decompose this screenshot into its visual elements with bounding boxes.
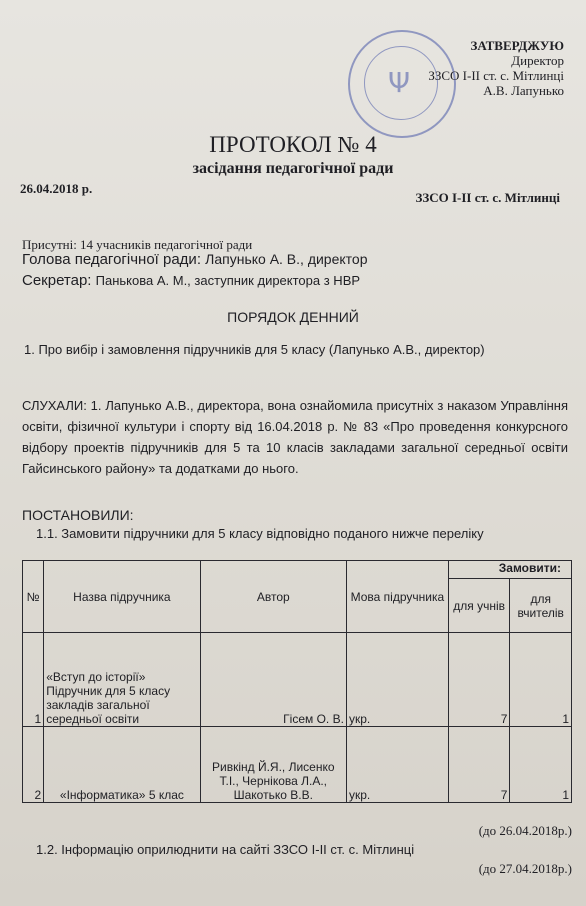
header-name: Назва підручника [44, 561, 200, 633]
header-order: Замовити: [448, 561, 571, 579]
protocol-title: ПРОТОКОЛ № 4 [209, 132, 377, 157]
approval-signatory: А.В. Лапунько [483, 83, 564, 98]
chair-line [22, 251, 368, 268]
row-title: «Інформатика» 5 клас [44, 727, 200, 803]
row-teachers: 1 [510, 633, 572, 727]
header-students: для учнів [448, 579, 510, 633]
agenda-title: ПОРЯДОК ДЕННИЙ [227, 309, 359, 325]
row-teachers: 1 [510, 727, 572, 803]
secretary-line [22, 272, 360, 289]
approval-school: ЗЗСО І-ІІ ст. с. Мітлинці [428, 68, 564, 83]
deadline-2: (до 27.04.2018р.) [478, 861, 572, 876]
textbook-table [22, 560, 572, 803]
header-author: Автор [200, 561, 346, 633]
resolution-1-2: 1.2. Інформацію оприлюднити на сайті ЗЗСО І-ІІ ст. с. Мітлинці [36, 842, 415, 857]
approval-heading: ЗАТВЕРДЖУЮ [470, 38, 564, 53]
header-language: Мова підручника [346, 561, 448, 633]
header-teachers: для вчителів [510, 579, 572, 633]
resolved-title: ПОСТАНОВИЛИ: [22, 507, 134, 523]
deadline-1: (до 26.04.2018р.) [478, 823, 572, 838]
table-row [23, 727, 572, 803]
row-num: 1 [23, 633, 44, 727]
table-row [23, 633, 572, 727]
attendees: Присутні: 14 учасників педагогічної ради [22, 237, 253, 252]
resolution-1-1: 1.1. Замовити підручники для 5 класу відповідно поданого нижче переліку [36, 526, 484, 541]
row-author: Гісем О. В. [200, 633, 346, 727]
agenda-item: 1. Про вибір і замовлення підручників для 5 класу (Лапунько А.В., директор) [24, 342, 485, 357]
protocol-subtitle: засідання педагогічної ради [192, 160, 394, 177]
row-num: 2 [23, 727, 44, 803]
school-name: ЗЗСО І-ІІ ст. с. Мітлинці [415, 190, 560, 205]
approval-block [428, 38, 564, 98]
chair-value: Лапунько А. В., директор [205, 251, 368, 267]
meeting-date: 26.04.2018 р. [20, 181, 93, 196]
approval-position: Директор [511, 53, 564, 68]
row-students: 7 [448, 727, 510, 803]
row-author: Ривкінд Й.Я., Лисенко Т.І., Чернікова Л.А., Шакотько В.В. [200, 727, 346, 803]
heard-paragraph: СЛУХАЛИ: 1. Лапунько А.В., директора, вона ознайомила присутніх з наказом Управління освіти, фізичної культури і спорту від 16.04.2018 р. № 83 «Про проведення конкурсного відбору проектів підручників для 5 та 10 класів закладами загальної середньої освіти Гайсинського району» та додатками до нього. [22, 398, 568, 476]
secretary-label: Секретар: [22, 272, 92, 289]
row-language: укр. [346, 633, 448, 727]
chair-label: Голова педагогічної ради: [22, 251, 201, 268]
row-title: «Вступ до історії» Підручник для 5 класу закладів загальної середньої освіти [44, 633, 200, 727]
row-students: 7 [448, 633, 510, 727]
header-num: № [23, 561, 44, 633]
secretary-value: Панькова А. М., заступник директора з НВР [95, 273, 361, 288]
row-language: укр. [346, 727, 448, 803]
tryzub-emblem-icon: Ψ [388, 66, 411, 99]
